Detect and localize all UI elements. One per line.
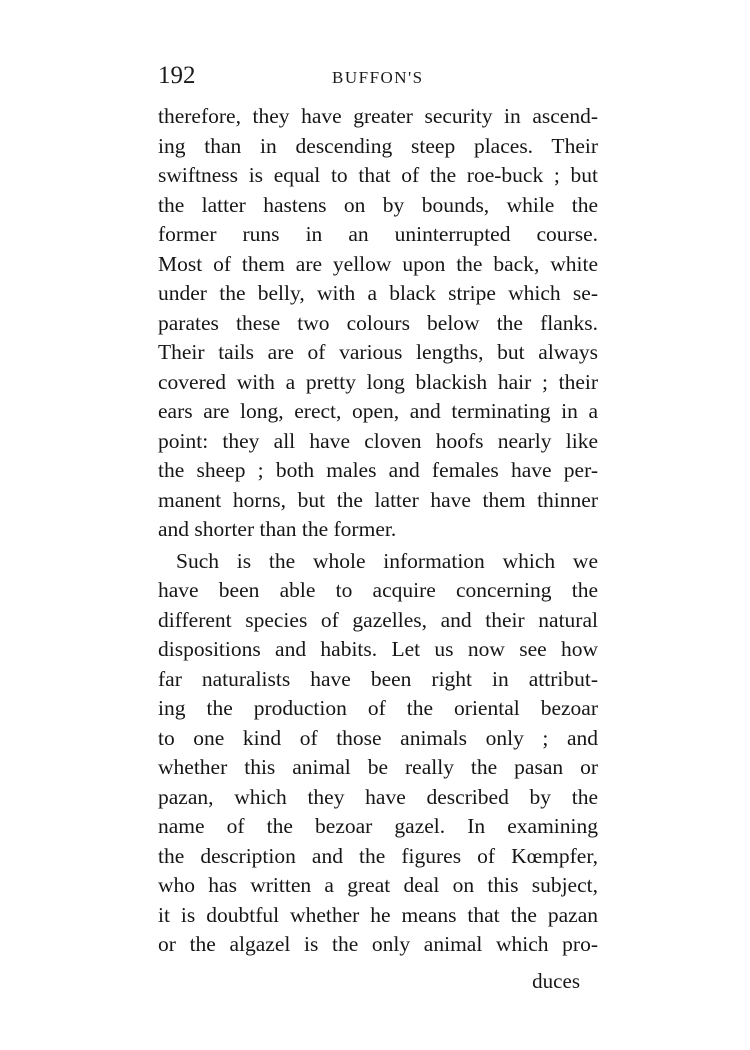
text-line: or the algazel is the only animal which pro- — [158, 932, 598, 956]
text-line: and shorter than the former. — [158, 517, 397, 541]
text-line: ing than in descending steep places. Their — [158, 133, 598, 158]
text-line: ing the production of the oriental bezoar — [158, 696, 598, 720]
text-line: the description and the figures of Kœmpfer, — [158, 843, 598, 868]
text-line: whether this animal be really the pasan or — [158, 755, 598, 779]
text-line: dispositions and habits. Let us now see how — [158, 637, 598, 661]
running-head: BUFFON'S — [332, 68, 424, 87]
text-line: to one kind of those animals only ; and — [158, 725, 598, 750]
catchword: duces — [532, 969, 580, 993]
text-line: who has written a great deal on this subject, — [158, 873, 598, 897]
text-line: Such is the whole information which we — [176, 548, 598, 573]
body-text — [158, 102, 598, 960]
text-line: under the belly, with a black stripe which se- — [158, 281, 598, 305]
text-line: name of the bezoar gazel. In examining — [158, 814, 598, 838]
text-line: point: they all have cloven hoofs nearly like — [158, 428, 598, 453]
text-line: Their tails are of various lengths, but always — [158, 340, 598, 364]
page-number: 192 — [158, 62, 196, 89]
text-line: far naturalists have been right in attribut- — [158, 666, 598, 691]
text-line: therefore, they have greater security in ascend- — [158, 104, 598, 128]
text-line: swiftness is equal to that of the roe-buck ; but — [158, 163, 598, 187]
text-line: have been able to acquire concerning the — [158, 578, 598, 602]
paragraph — [158, 547, 598, 960]
text-line: ears are long, erect, open, and terminating in a — [158, 399, 598, 423]
text-line: covered with a pretty long blackish hair ; their — [158, 369, 598, 394]
text-line: Most of them are yellow upon the back, white — [158, 251, 598, 276]
text-line: pazan, which they have described by the — [158, 784, 598, 809]
text-line: different species of gazelles, and their natural — [158, 607, 598, 632]
text-line: manent horns, but the latter have them thinner — [158, 487, 598, 512]
paragraph — [158, 102, 598, 545]
text-line: the sheep ; both males and females have per- — [158, 458, 598, 482]
text-line: it is doubtful whether he means that the pazan — [158, 902, 598, 927]
text-line: parates these two colours below the flanks. — [158, 310, 598, 335]
page-header — [158, 62, 598, 92]
text-line: the latter hastens on by bounds, while the — [158, 192, 598, 217]
text-line: former runs in an uninterrupted course. — [158, 222, 598, 246]
